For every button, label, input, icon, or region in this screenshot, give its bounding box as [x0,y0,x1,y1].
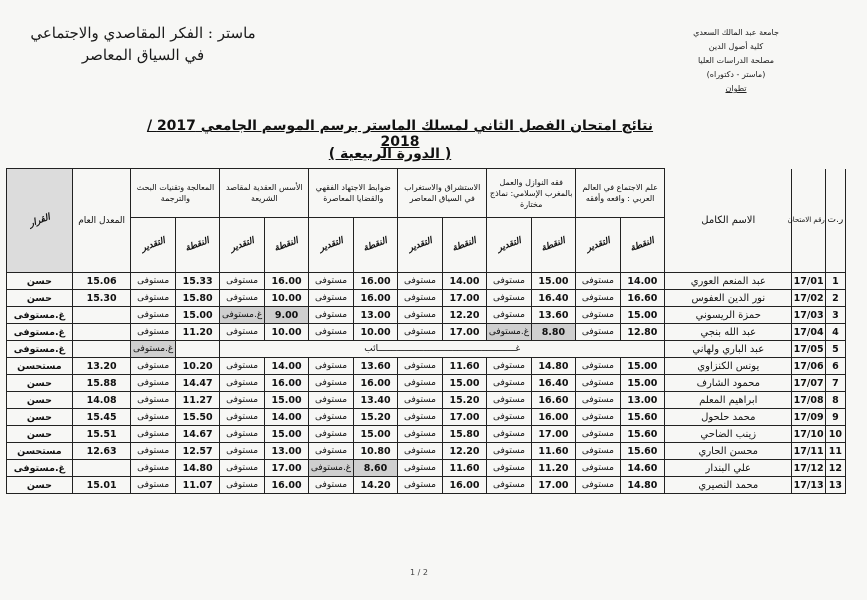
row-number: 9 [825,409,845,426]
row-number: 1 [825,273,845,290]
module-2-grade: 17.00 [531,426,575,443]
table-row [7,409,846,426]
final-decision: غ.مستوفى [7,307,73,324]
module-1-grade: 12.80 [620,324,664,341]
module-2-decision: مستوفى [487,375,531,392]
row-number: 6 [825,358,845,375]
final-decision: حسن [7,273,73,290]
module-6-decision: غ.مستوفى [131,341,175,358]
student-name: عبد المنعم العوري [665,273,792,290]
program-header [18,22,268,66]
module-2-decision: مستوفى [487,409,531,426]
module-1-decision: مستوفى [576,324,620,341]
module-6-decision: مستوفى [131,426,175,443]
program-line-2: في السياق المعاصر [81,46,205,64]
table-row [7,358,846,375]
module-2-grade: 8.80 [531,324,575,341]
final-decision: حسن [7,392,73,409]
module-5-grade: 15.00 [264,426,308,443]
module-3-grade: 12.20 [442,307,486,324]
module-4-grade: 13.00 [353,307,397,324]
module-2-grade-header [531,218,575,273]
col-number [825,169,845,273]
module-4-decision: مستوفى [309,324,353,341]
module-5-decision: مستوفى [220,477,264,494]
exam-number: 17/08 [792,392,825,409]
module-1-grade: 15.60 [620,426,664,443]
module-5-grade: 16.00 [264,477,308,494]
module-6-grade: 10.20 [175,358,219,375]
module-4-decision: مستوفى [309,290,353,307]
module-6-decision: مستوفى [131,443,175,460]
exam-number: 17/09 [792,409,825,426]
grade-label: النقطة [273,236,300,254]
module-5-grade: 14.00 [264,409,308,426]
program-line-1: ماستر : الفكر المقاصدي والاجتماعي [30,24,256,42]
general-average: 14.08 [72,392,131,409]
results-table-wrapper [6,168,846,518]
module-1-decision: مستوفى [576,290,620,307]
col-number-label: ر.ت [827,215,844,226]
module-3-grade: 15.20 [442,392,486,409]
exam-number: 17/10 [792,426,825,443]
col-full-name [665,169,792,273]
results-table [6,168,846,494]
module-6-grade: 14.67 [175,426,219,443]
final-decision: حسن [7,290,73,307]
module-1-grade: 14.80 [620,477,664,494]
module-5-decision: مستوفى [220,358,264,375]
module-5-decision-header [220,218,264,273]
table-row [7,324,846,341]
module-1-grade: 14.60 [620,460,664,477]
row-number: 11 [825,443,845,460]
student-name: نور الدين العفوس [665,290,792,307]
col-exam-number [787,169,825,273]
final-decision: مستحسن [7,358,73,375]
module-2-grade: 16.60 [531,392,575,409]
student-name: محسن الحاري [665,443,792,460]
general-average: 15.30 [72,290,131,307]
module-4-grade: 13.40 [353,392,397,409]
module-6-grade: 12.57 [175,443,219,460]
exam-number: 17/02 [792,290,825,307]
student-name: علي البندار [665,460,792,477]
module-3-decision: مستوفى [398,324,442,341]
table-row [7,290,846,307]
table-row [7,460,846,477]
module-5-decision: مستوفى [220,426,264,443]
faculty-name: كلية أصول الدين [708,42,764,51]
module-1-grade-header [620,218,664,273]
exam-number: 17/07 [792,375,825,392]
module-2-decision: مستوفى [487,426,531,443]
module-2-grade: 11.60 [531,443,575,460]
office-name: مصلحة الدراسات العليا [697,56,775,65]
decision-label: التقدير [495,236,523,254]
session-subtitle: ( الدورة الربيعية ) [328,146,452,162]
module-4-decision-header [309,218,353,273]
module-3-decision: مستوفى [398,477,442,494]
module-4-grade: 8.60 [353,460,397,477]
module-3-grade: 15.80 [442,426,486,443]
general-average [72,307,131,324]
row-number: 8 [825,392,845,409]
module-3-grade-header [442,218,486,273]
module-6-grade: 15.50 [175,409,219,426]
student-name: زينب الضاحي [665,426,792,443]
general-average [72,324,131,341]
module-5-grade: 16.00 [264,273,308,290]
decision-label: التقدير [317,236,345,254]
student-name: ابراهيم المعلم [665,392,792,409]
module-2-decision: مستوفى [487,358,531,375]
module-3-header: الاستشراق والاستغراب في السياق المعاصر [398,169,487,218]
grade-label: النقطة [362,236,389,254]
exam-number: 17/11 [792,443,825,460]
module-3-grade: 17.00 [442,409,486,426]
module-2-decision: مستوفى [487,290,531,307]
module-6-grade: 14.47 [175,375,219,392]
module-3-decision-header [398,218,442,273]
module-6-header: المعالجة وتقنيات البحث والترجمة [131,169,220,218]
module-6-grade: 11.20 [175,324,219,341]
module-3-grade: 16.00 [442,477,486,494]
table-row [7,375,846,392]
module-5-decision: مستوفى [220,409,264,426]
table-row [7,443,846,460]
module-4-decision: مستوفى [309,443,353,460]
module-3-decision: مستوفى [398,409,442,426]
module-5-decision: مستوفى [220,375,264,392]
module-6-decision: مستوفى [131,307,175,324]
module-2-decision: مستوفى [487,460,531,477]
module-5-grade-header [264,218,308,273]
module-5-grade: 16.00 [264,375,308,392]
final-decision: حسن [7,426,73,443]
module-3-decision: مستوفى [398,273,442,290]
module-3-decision: مستوفى [398,443,442,460]
module-4-grade: 15.20 [353,409,397,426]
module-4-grade-header [353,218,397,273]
module-3-grade: 17.00 [442,324,486,341]
student-name: عبد الله بنجي [665,324,792,341]
module-3-decision: مستوفى [398,375,442,392]
general-average: 15.88 [72,375,131,392]
student-name: عبد الباري ولهاني [665,341,792,358]
final-decision: حسن [7,409,73,426]
module-3-decision: مستوفى [398,392,442,409]
module-4-decision: مستوفى [309,426,353,443]
module-6-grade: 15.00 [175,307,219,324]
student-name: محمود الشارف [665,375,792,392]
grade-label: النقطة [540,236,567,254]
module-1-grade: 15.60 [620,409,664,426]
module-3-decision: مستوفى [398,358,442,375]
module-1-grade: 16.60 [620,290,664,307]
module-5-decision: مستوفى [220,290,264,307]
module-4-header: ضوابط الاجتهاد الفقهي والقضايا المعاصرة [309,169,398,218]
module-2-grade: 14.80 [531,358,575,375]
module-2-decision: غ.مستوفى [487,324,531,341]
module-2-header: فقه النوازل والعمل بالمغرب الإسلامي: نماذج مختارة [487,169,576,218]
col-final-decision [7,169,73,273]
exam-number: 17/06 [792,358,825,375]
module-2-grade: 17.00 [531,477,575,494]
module-2-grade: 16.40 [531,290,575,307]
module-6-decision: مستوفى [131,290,175,307]
final-decision: غ.مستوفى [7,341,73,358]
module-4-decision: مستوفى [309,392,353,409]
col-average [72,169,131,273]
grade-label: النقطة [629,236,656,254]
module-4-grade: 16.00 [353,290,397,307]
row-number: 12 [825,460,845,477]
student-name: محمد النصيري [665,477,792,494]
module-4-grade: 16.00 [353,375,397,392]
decision-label: التقدير [228,236,256,254]
table-row [7,477,846,494]
row-number: 10 [825,426,845,443]
decision-label: التقدير [584,236,612,254]
general-average: 15.06 [72,273,131,290]
grade-label: النقطة [184,236,211,254]
table-row [7,307,846,324]
module-4-grade: 14.20 [353,477,397,494]
module-1-decision: مستوفى [576,307,620,324]
module-4-decision: مستوفى [309,477,353,494]
general-average: 12.63 [72,443,131,460]
col-final-decision-label: القرار [27,212,52,229]
page-number: 1 / 2 [410,568,428,577]
table-row [7,426,846,443]
module-6-grade: 11.27 [175,392,219,409]
module-5-decision: مستوفى [220,460,264,477]
module-6-grade [175,341,219,358]
absent-notice: غــــــــــــــــــــــــــــــــــــــــــــــــــــائب [220,341,665,358]
exam-number: 17/13 [792,477,825,494]
module-3-decision: مستوفى [398,307,442,324]
module-2-grade: 15.00 [531,273,575,290]
module-6-decision: مستوفى [131,477,175,494]
module-1-decision: مستوفى [576,409,620,426]
module-5-decision: مستوفى [220,443,264,460]
general-average [72,341,131,358]
module-1-decision: مستوفى [576,460,620,477]
general-average: 15.01 [72,477,131,494]
module-3-grade: 17.00 [442,290,486,307]
exam-number: 17/05 [792,341,825,358]
module-6-grade: 11.07 [175,477,219,494]
module-3-grade: 14.00 [442,273,486,290]
university-name: جامعة عبد المالك السعدي [693,28,779,37]
final-decision: غ.مستوفى [7,460,73,477]
module-6-decision: مستوفى [131,358,175,375]
row-number: 13 [825,477,845,494]
module-5-decision: غ.مستوفى [220,307,264,324]
decision-label: التقدير [406,236,434,254]
col-name-label: الاسم الكامل [701,214,756,226]
module-4-decision: مستوفى [309,409,353,426]
module-6-grade-header [175,218,219,273]
module-6-grade: 15.33 [175,273,219,290]
exam-number: 17/03 [792,307,825,324]
module-4-decision: مستوفى [309,307,353,324]
module-3-decision: مستوفى [398,290,442,307]
final-decision: حسن [7,477,73,494]
module-1-decision-header [576,218,620,273]
module-1-grade: 14.00 [620,273,664,290]
module-2-decision: مستوفى [487,307,531,324]
module-5-decision: مستوفى [220,392,264,409]
module-5-grade: 17.00 [264,460,308,477]
module-1-grade: 15.00 [620,375,664,392]
module-3-grade: 11.60 [442,460,486,477]
module-2-decision: مستوفى [487,392,531,409]
module-3-grade: 12.20 [442,443,486,460]
final-decision: مستحسن [7,443,73,460]
module-5-decision: مستوفى [220,324,264,341]
general-average: 15.51 [72,426,131,443]
module-1-decision: مستوفى [576,273,620,290]
module-3-decision: مستوفى [398,426,442,443]
student-name: يونس الكنزاوي [665,358,792,375]
module-2-decision: مستوفى [487,443,531,460]
module-2-grade: 16.40 [531,375,575,392]
module-4-decision: مستوفى [309,375,353,392]
general-average: 13.20 [72,358,131,375]
module-2-decision: مستوفى [487,273,531,290]
final-decision: غ.مستوفى [7,324,73,341]
module-1-grade: 13.00 [620,392,664,409]
module-1-grade: 15.60 [620,443,664,460]
institution-header [676,26,796,96]
module-6-decision: مستوفى [131,409,175,426]
module-1-decision: مستوفى [576,358,620,375]
module-4-decision: مستوفى [309,358,353,375]
module-2-decision-header [487,218,531,273]
module-1-grade: 15.00 [620,358,664,375]
module-4-grade: 10.00 [353,324,397,341]
module-4-grade: 13.60 [353,358,397,375]
module-5-decision: مستوفى [220,273,264,290]
module-3-grade: 15.00 [442,375,486,392]
exam-number: 17/04 [792,324,825,341]
module-5-grade: 13.00 [264,443,308,460]
col-exam-number-label: رقم الامتحان [787,216,825,225]
module-5-grade: 10.00 [264,290,308,307]
final-decision: حسن [7,375,73,392]
module-2-grade: 13.60 [531,307,575,324]
module-6-decision-header [131,218,175,273]
row-number: 2 [825,290,845,307]
row-number: 7 [825,375,845,392]
table-row [7,273,846,290]
exam-number: 17/12 [792,460,825,477]
module-4-grade: 16.00 [353,273,397,290]
module-1-decision: مستوفى [576,375,620,392]
module-6-decision: مستوفى [131,392,175,409]
module-6-decision: مستوفى [131,324,175,341]
module-1-decision: مستوفى [576,426,620,443]
general-average [72,460,131,477]
module-1-decision: مستوفى [576,477,620,494]
module-4-grade: 15.00 [353,426,397,443]
module-4-decision: غ.مستوفى [309,460,353,477]
row-number: 4 [825,324,845,341]
module-4-grade: 10.80 [353,443,397,460]
module-2-grade: 16.00 [531,409,575,426]
module-6-decision: مستوفى [131,273,175,290]
grade-label: النقطة [451,236,478,254]
module-5-grade: 9.00 [264,307,308,324]
page-title: نتائج امتحان الفصل الثاني لمسلك الماستر برسم الموسم الجامعي 2017 / 2018 [146,118,654,150]
module-5-grade: 10.00 [264,324,308,341]
module-3-decision: مستوفى [398,460,442,477]
decision-label: التقدير [139,236,167,254]
office-scope: (ماستر - دكتوراه) [706,70,766,79]
student-name: حمزة الريسوني [665,307,792,324]
module-5-grade: 14.00 [264,358,308,375]
module-1-grade: 15.00 [620,307,664,324]
row-number: 3 [825,307,845,324]
module-4-decision: مستوفى [309,273,353,290]
row-number: 5 [825,341,845,358]
table-row [7,341,846,358]
module-6-grade: 15.80 [175,290,219,307]
exam-number: 17/01 [792,273,825,290]
col-average-label: المعدل العام [78,215,126,226]
module-6-decision: مستوفى [131,375,175,392]
module-1-decision: مستوفى [576,392,620,409]
module-2-decision: مستوفى [487,477,531,494]
module-3-grade: 11.60 [442,358,486,375]
module-1-decision: مستوفى [576,443,620,460]
module-6-grade: 14.80 [175,460,219,477]
table-row [7,392,846,409]
general-average: 15.45 [72,409,131,426]
module-5-grade: 15.00 [264,392,308,409]
module-1-header: علم الاجتماع في العالم العربي : واقعه وأفقه [576,169,665,218]
student-name: محمد حلحول [665,409,792,426]
module-6-decision: مستوفى [131,460,175,477]
city-name: تطوان [725,84,747,93]
module-2-grade: 11.20 [531,460,575,477]
module-5-header: الأسس العقدية لمقاصد الشريعة [220,169,309,218]
